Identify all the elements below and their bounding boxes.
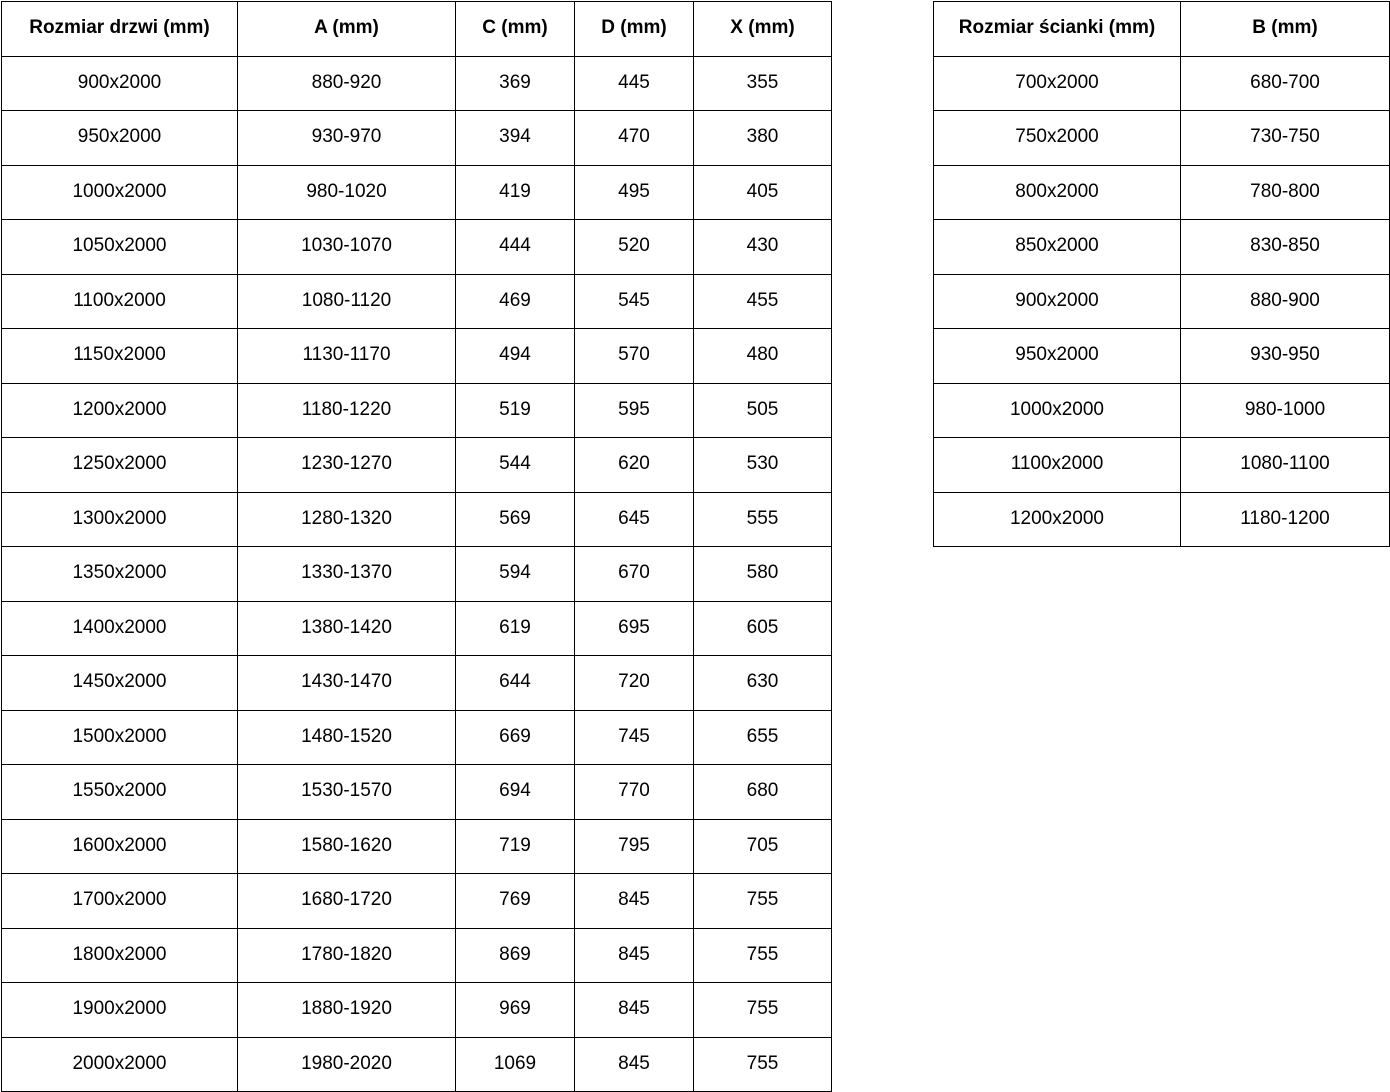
cell-d: 495	[575, 165, 694, 220]
wall-size-table	[933, 1, 1390, 547]
column-header-a: A (mm)	[238, 2, 456, 57]
table-row	[2, 928, 832, 983]
cell-d: 845	[575, 928, 694, 983]
table-row	[934, 220, 1390, 275]
cell-c: 519	[456, 383, 575, 438]
table-row	[2, 656, 832, 711]
cell-c: 969	[456, 983, 575, 1038]
cell-wall-size: 800x2000	[934, 165, 1181, 220]
cell-c: 469	[456, 274, 575, 329]
cell-d: 720	[575, 656, 694, 711]
cell-d: 520	[575, 220, 694, 275]
cell-b: 730-750	[1181, 111, 1390, 166]
cell-door-size: 1400x2000	[2, 601, 238, 656]
table-row	[934, 329, 1390, 384]
cell-wall-size: 1200x2000	[934, 492, 1181, 547]
cell-a: 1330-1370	[238, 547, 456, 602]
cell-c: 594	[456, 547, 575, 602]
cell-b: 1180-1200	[1181, 492, 1390, 547]
column-header-b: B (mm)	[1181, 2, 1390, 57]
cell-x: 530	[694, 438, 832, 493]
cell-door-size: 1000x2000	[2, 165, 238, 220]
cell-a: 1880-1920	[238, 983, 456, 1038]
cell-c: 544	[456, 438, 575, 493]
cell-d: 770	[575, 765, 694, 820]
cell-a: 1780-1820	[238, 928, 456, 983]
cell-door-size: 950x2000	[2, 111, 238, 166]
cell-c: 669	[456, 710, 575, 765]
cell-door-size: 900x2000	[2, 56, 238, 111]
table-row	[2, 765, 832, 820]
table-row	[2, 601, 832, 656]
table-row	[2, 874, 832, 929]
column-header-d: D (mm)	[575, 2, 694, 57]
cell-d: 845	[575, 1037, 694, 1092]
cell-c: 769	[456, 874, 575, 929]
cell-x: 405	[694, 165, 832, 220]
cell-door-size: 1500x2000	[2, 710, 238, 765]
cell-a: 1380-1420	[238, 601, 456, 656]
cell-x: 655	[694, 710, 832, 765]
cell-a: 1030-1070	[238, 220, 456, 275]
cell-door-size: 1450x2000	[2, 656, 238, 711]
cell-door-size: 1350x2000	[2, 547, 238, 602]
cell-c: 444	[456, 220, 575, 275]
cell-door-size: 1900x2000	[2, 983, 238, 1038]
column-header-wall-size: Rozmiar ścianki (mm)	[934, 2, 1181, 57]
cell-door-size: 2000x2000	[2, 1037, 238, 1092]
table-row	[934, 111, 1390, 166]
cell-d: 570	[575, 329, 694, 384]
cell-a: 880-920	[238, 56, 456, 111]
column-header-door-size: Rozmiar drzwi (mm)	[2, 2, 238, 57]
table-row	[2, 274, 832, 329]
cell-door-size: 1700x2000	[2, 874, 238, 929]
cell-x: 580	[694, 547, 832, 602]
cell-d: 745	[575, 710, 694, 765]
cell-b: 1080-1100	[1181, 438, 1390, 493]
cell-d: 645	[575, 492, 694, 547]
cell-x: 755	[694, 874, 832, 929]
cell-door-size: 1100x2000	[2, 274, 238, 329]
table-row	[2, 983, 832, 1038]
cell-wall-size: 700x2000	[934, 56, 1181, 111]
column-header-x: X (mm)	[694, 2, 832, 57]
door-size-table	[1, 1, 832, 1092]
table-row	[934, 56, 1390, 111]
cell-a: 1130-1170	[238, 329, 456, 384]
cell-c: 369	[456, 56, 575, 111]
cell-x: 755	[694, 1037, 832, 1092]
cell-x: 355	[694, 56, 832, 111]
table-header-row	[2, 2, 832, 57]
cell-a: 1580-1620	[238, 819, 456, 874]
cell-d: 470	[575, 111, 694, 166]
cell-x: 505	[694, 383, 832, 438]
cell-d: 845	[575, 983, 694, 1038]
table-row	[2, 710, 832, 765]
cell-b: 780-800	[1181, 165, 1390, 220]
cell-c: 619	[456, 601, 575, 656]
cell-c: 569	[456, 492, 575, 547]
cell-door-size: 1600x2000	[2, 819, 238, 874]
cell-door-size: 1200x2000	[2, 383, 238, 438]
table-row	[2, 819, 832, 874]
table-row	[934, 438, 1390, 493]
cell-x: 755	[694, 983, 832, 1038]
cell-c: 694	[456, 765, 575, 820]
table-row	[2, 438, 832, 493]
cell-wall-size: 750x2000	[934, 111, 1181, 166]
cell-x: 430	[694, 220, 832, 275]
cell-a: 1530-1570	[238, 765, 456, 820]
cell-d: 445	[575, 56, 694, 111]
cell-x: 680	[694, 765, 832, 820]
cell-a: 1180-1220	[238, 383, 456, 438]
table-row	[934, 274, 1390, 329]
cell-d: 670	[575, 547, 694, 602]
cell-x: 455	[694, 274, 832, 329]
cell-a: 1230-1270	[238, 438, 456, 493]
cell-b: 830-850	[1181, 220, 1390, 275]
cell-a: 1280-1320	[238, 492, 456, 547]
cell-d: 795	[575, 819, 694, 874]
cell-x: 605	[694, 601, 832, 656]
cell-x: 380	[694, 111, 832, 166]
table-row	[2, 220, 832, 275]
cell-wall-size: 950x2000	[934, 329, 1181, 384]
cell-wall-size: 900x2000	[934, 274, 1181, 329]
cell-a: 930-970	[238, 111, 456, 166]
cell-c: 394	[456, 111, 575, 166]
column-header-c: C (mm)	[456, 2, 575, 57]
cell-a: 1480-1520	[238, 710, 456, 765]
cell-c: 869	[456, 928, 575, 983]
cell-a: 1980-2020	[238, 1037, 456, 1092]
table-row	[2, 111, 832, 166]
table-row	[2, 1037, 832, 1092]
cell-door-size: 1550x2000	[2, 765, 238, 820]
cell-c: 494	[456, 329, 575, 384]
cell-d: 545	[575, 274, 694, 329]
cell-a: 1430-1470	[238, 656, 456, 711]
cell-a: 1680-1720	[238, 874, 456, 929]
cell-b: 680-700	[1181, 56, 1390, 111]
table-row	[2, 329, 832, 384]
table-row	[934, 492, 1390, 547]
cell-b: 880-900	[1181, 274, 1390, 329]
table-row	[934, 165, 1390, 220]
cell-x: 705	[694, 819, 832, 874]
table-row	[2, 383, 832, 438]
cell-door-size: 1800x2000	[2, 928, 238, 983]
table-row	[2, 547, 832, 602]
table-row	[2, 492, 832, 547]
table-row	[2, 56, 832, 111]
cell-c: 719	[456, 819, 575, 874]
table-row	[934, 383, 1390, 438]
cell-a: 1080-1120	[238, 274, 456, 329]
cell-wall-size: 850x2000	[934, 220, 1181, 275]
cell-wall-size: 1100x2000	[934, 438, 1181, 493]
cell-d: 620	[575, 438, 694, 493]
table-row	[2, 165, 832, 220]
cell-door-size: 1150x2000	[2, 329, 238, 384]
cell-door-size: 1050x2000	[2, 220, 238, 275]
cell-a: 980-1020	[238, 165, 456, 220]
cell-door-size: 1250x2000	[2, 438, 238, 493]
cell-c: 419	[456, 165, 575, 220]
cell-c: 1069	[456, 1037, 575, 1092]
cell-d: 845	[575, 874, 694, 929]
cell-b: 980-1000	[1181, 383, 1390, 438]
cell-x: 755	[694, 928, 832, 983]
cell-c: 644	[456, 656, 575, 711]
cell-d: 695	[575, 601, 694, 656]
table-header-row	[934, 2, 1390, 57]
cell-x: 555	[694, 492, 832, 547]
cell-d: 595	[575, 383, 694, 438]
cell-b: 930-950	[1181, 329, 1390, 384]
cell-x: 480	[694, 329, 832, 384]
cell-x: 630	[694, 656, 832, 711]
cell-door-size: 1300x2000	[2, 492, 238, 547]
cell-wall-size: 1000x2000	[934, 383, 1181, 438]
